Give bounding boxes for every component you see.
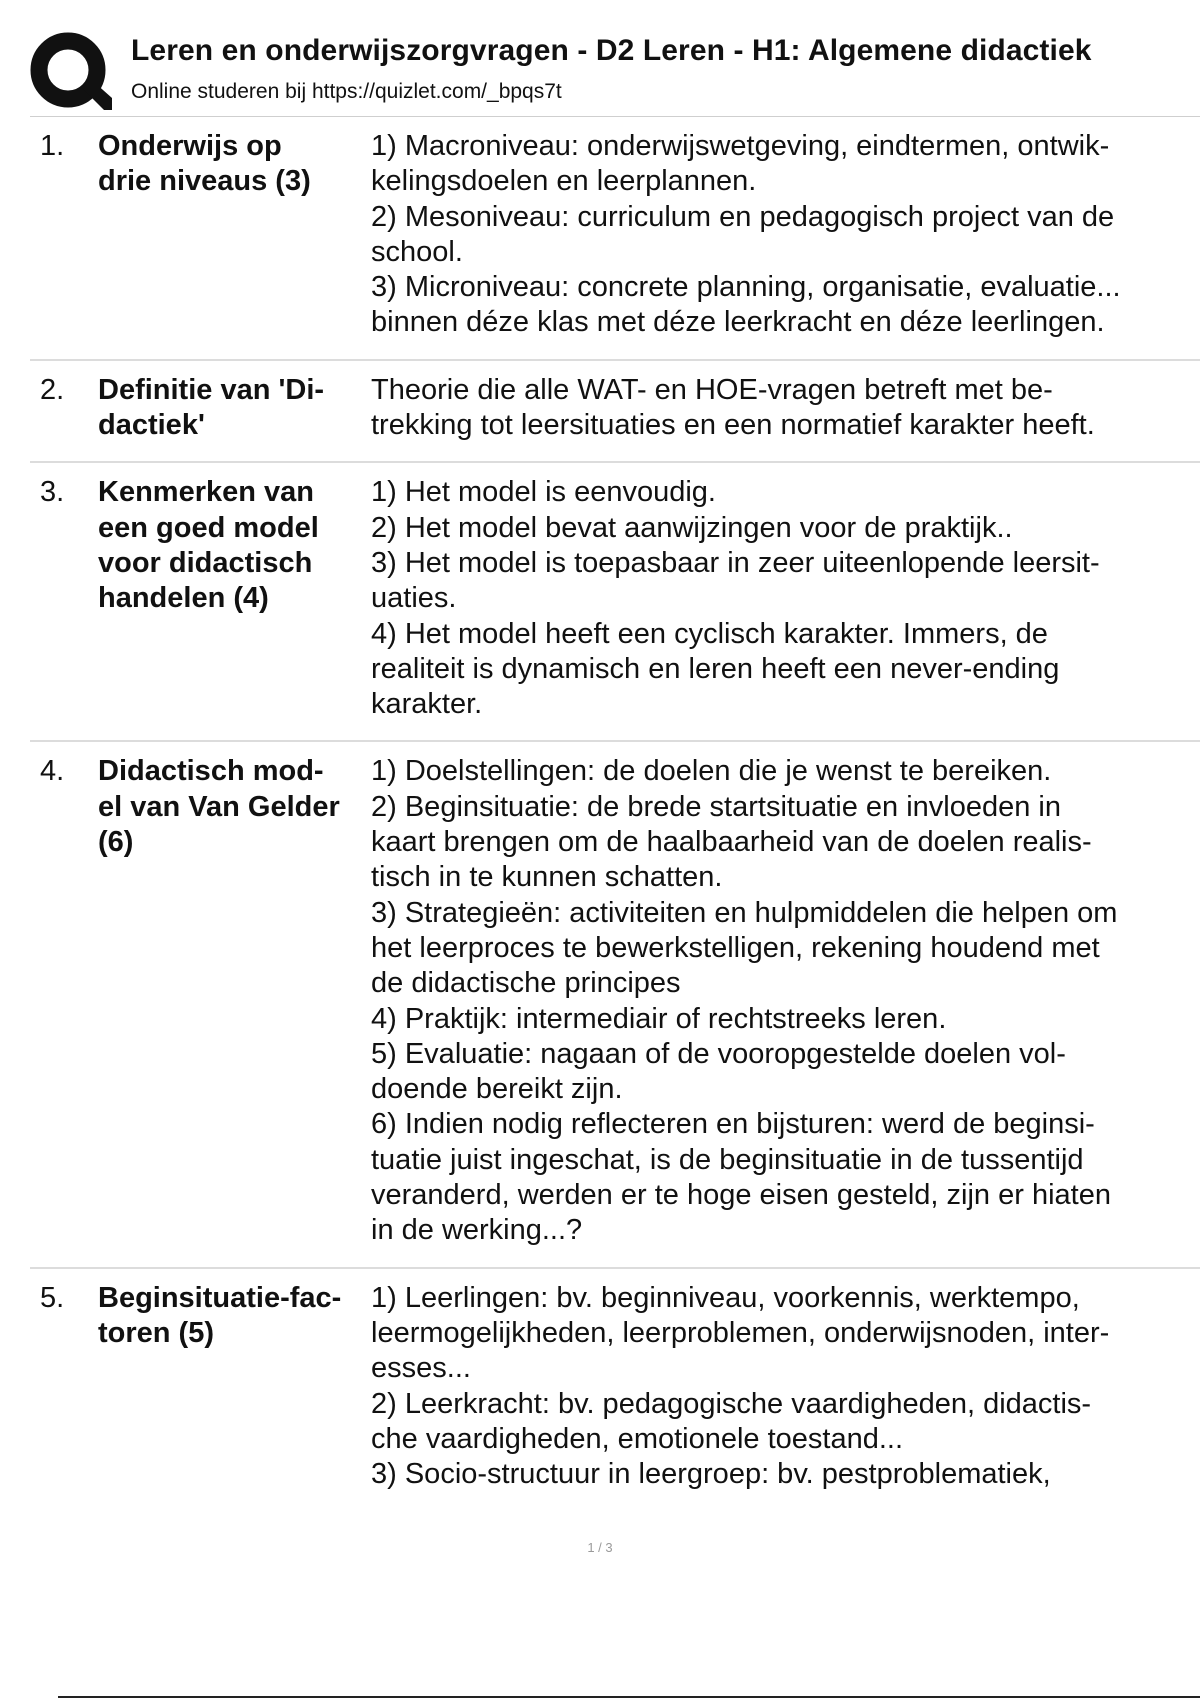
card-definition: Theorie die alle WAT- en HOE-vragen betreft met be- trekking tot leersituaties en een normatief karakter heeft. [371, 373, 1095, 442]
card-term: Didactisch mod- el van Van Gelder (6) [98, 755, 340, 859]
card-term: Kenmerken van een goed model voor didactisch handelen (4) [98, 476, 319, 615]
flashcard-list [30, 117, 1200, 1510]
card-term: Beginsituatie-fac- toren (5) [98, 1281, 342, 1349]
flashcard-row [30, 463, 1200, 742]
page-header [30, 28, 1200, 116]
card-definition: 1) Doelstellingen: de doelen die je wenst te bereiken. 2) Beginsituatie: de brede startsituatie en invloeden in kaart brengen om de haalbaarheid van de doelen realis- tisch in te kunnen schatten. 3) Strategieën: activiteiten en hulpmiddelen die helpen om het leerproces te bewerkstelligen, rekening houdend met de didactische principes 4) Praktijk: intermediair of rechtstreeks leren. 5) Evaluatie: nagaan of de vooropgestelde doelen vol- doende bereikt zijn. 6) Indien nodig reflecteren en bijsturen: werd de beginsi- tuatie juist ingeschat, is de beginsituatie in de tussentijd veranderd, werden er te hoge eisen gesteld, zijn er hiaten in de werking...? [371, 755, 1118, 1247]
flashcard-row [30, 742, 1200, 1268]
page-title: Leren en onderwijszorgvragen - D2 Leren - H1: Algemene didactiek [131, 34, 1092, 67]
card-definition: 1) Macroniveau: onderwijswetgeving, eindtermen, ontwik- kelingsdoelen en leerplannen. 2) Mesoniveau: curriculum en pedagogisch project van de school. 3) Microniveau: concrete planning, organisatie, evaluatie... binnen déze klas met déze leerkracht en déze leerlingen. [371, 130, 1121, 339]
card-definition: 1) Het model is eenvoudig. 2) Het model bevat aanwijzingen voor de praktijk.. 3) Het model is toepasbaar in zeer uiteenlopende leersit- uaties. 4) Het model heeft een cyclisch karakter. Immers, de realiteit is dynamisch en leren heeft een never-ending karakter. [371, 476, 1100, 721]
page-subtitle: Online studeren bij https://quizlet.com/_bpqs7t [131, 80, 562, 103]
card-number: 2. [40, 373, 65, 406]
card-term: Definitie van 'Di- dactiek' [98, 373, 325, 442]
flashcard-row [30, 1269, 1200, 1511]
card-number: 5. [40, 1281, 65, 1314]
footer-divider [58, 1696, 1200, 1698]
flashcard-row [30, 117, 1200, 361]
flashcard-row [30, 361, 1200, 464]
page-indicator: 1 / 3 [587, 1540, 613, 1555]
quizlet-q-logo-icon [30, 30, 114, 114]
card-number: 1. [40, 130, 65, 162]
card-number: 3. [40, 476, 65, 509]
card-number: 4. [40, 755, 65, 788]
card-term: Onderwijs op drie niveaus (3) [98, 130, 311, 198]
card-definition: 1) Leerlingen: bv. beginniveau, voorkennis, werktempo, leermogelijkheden, leerproblemen, onderwijsnoden, inter- esses... 2) Leerkracht: bv. pedagogische vaardigheden, didactis- che vaardigheden, emotionele toestand... 3) Socio-structuur in leergroep: bv. pestproblematiek, [371, 1281, 1110, 1491]
